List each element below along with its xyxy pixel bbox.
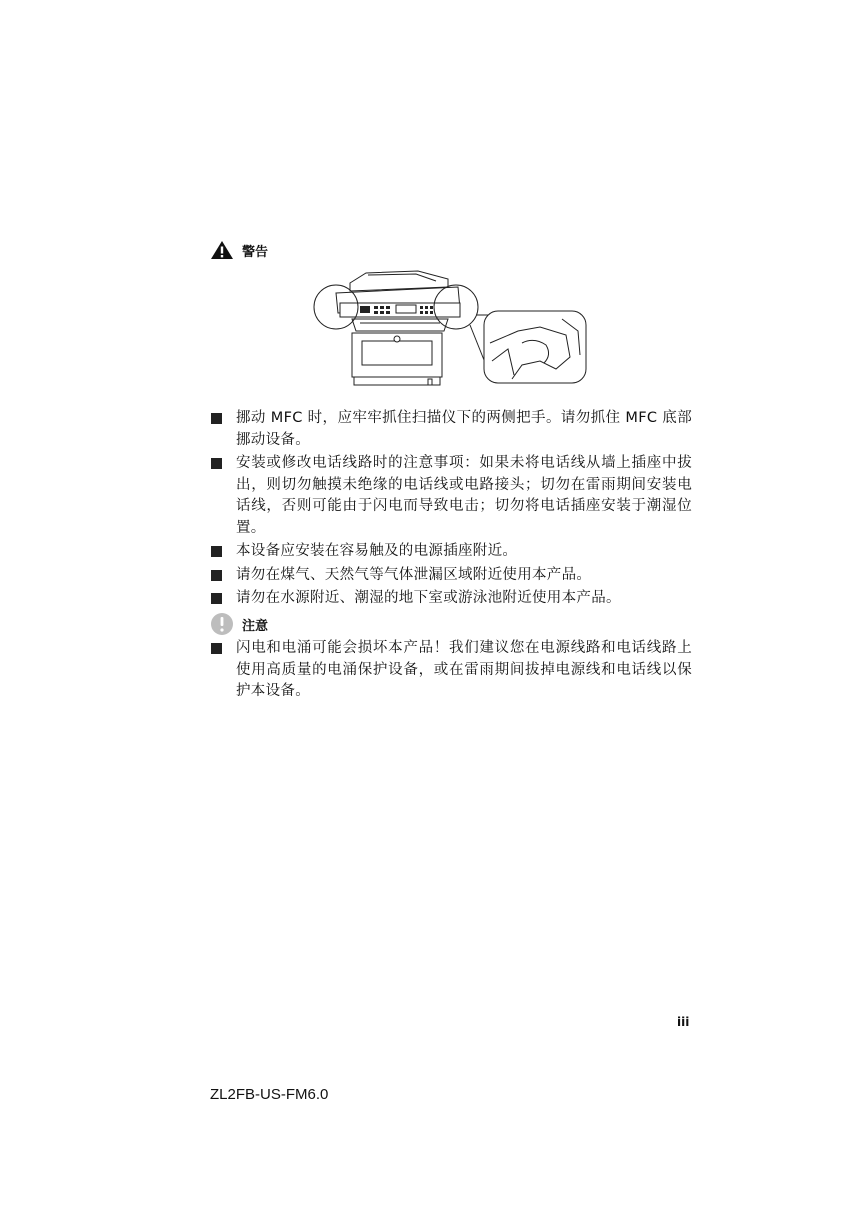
mfc-handling-illustration: [308, 265, 590, 393]
list-item: 请勿在煤气、天然气等气体泄漏区域附近使用本产品。: [210, 565, 692, 587]
square-bullet-icon: [211, 413, 222, 424]
caution-list: [210, 638, 692, 705]
square-bullet-icon: [211, 570, 222, 581]
warning-list: [210, 408, 692, 612]
list-item: 请勿在水源附近、潮湿的地下室或游泳池附近使用本产品。: [210, 588, 692, 610]
list-item: 安装或修改电话线路时的注意事项：如果未将电话线从墙上插座中拔出，则切勿触摸未绝缘的电话线或电路接头；切勿在雷雨期间安装电话线，否则可能由于闪电而导致电击；切勿将电话插座安装于潮湿位置。: [210, 453, 692, 539]
caution-heading: [210, 612, 268, 636]
warning-title: 警告: [242, 244, 269, 260]
square-bullet-icon: [211, 458, 222, 469]
square-bullet-icon: [211, 546, 222, 557]
caution-title: 注意: [242, 618, 269, 634]
square-bullet-icon: [211, 643, 222, 654]
list-item: 挪动 MFC 时，应牢牢抓住扫描仪下的两侧把手。请勿抓住 MFC 底部挪动设备。: [210, 408, 692, 451]
warning-heading: [210, 240, 268, 260]
list-item: 本设备应安装在容易触及的电源插座附近。: [210, 541, 692, 563]
list-item: 闪电和电涌可能会损坏本产品！我们建议您在电源线路和电话线路上使用高质量的电涌保护设备，或在雷雨期间拔掉电源线和电话线以保护本设备。: [210, 638, 692, 703]
square-bullet-icon: [211, 593, 222, 604]
caution-exclamation-icon: [210, 612, 234, 636]
warning-triangle-icon: [210, 240, 234, 260]
document-code: ZL2FB-US-FM6.0: [210, 1086, 329, 1103]
page-number: iii: [677, 1015, 690, 1029]
